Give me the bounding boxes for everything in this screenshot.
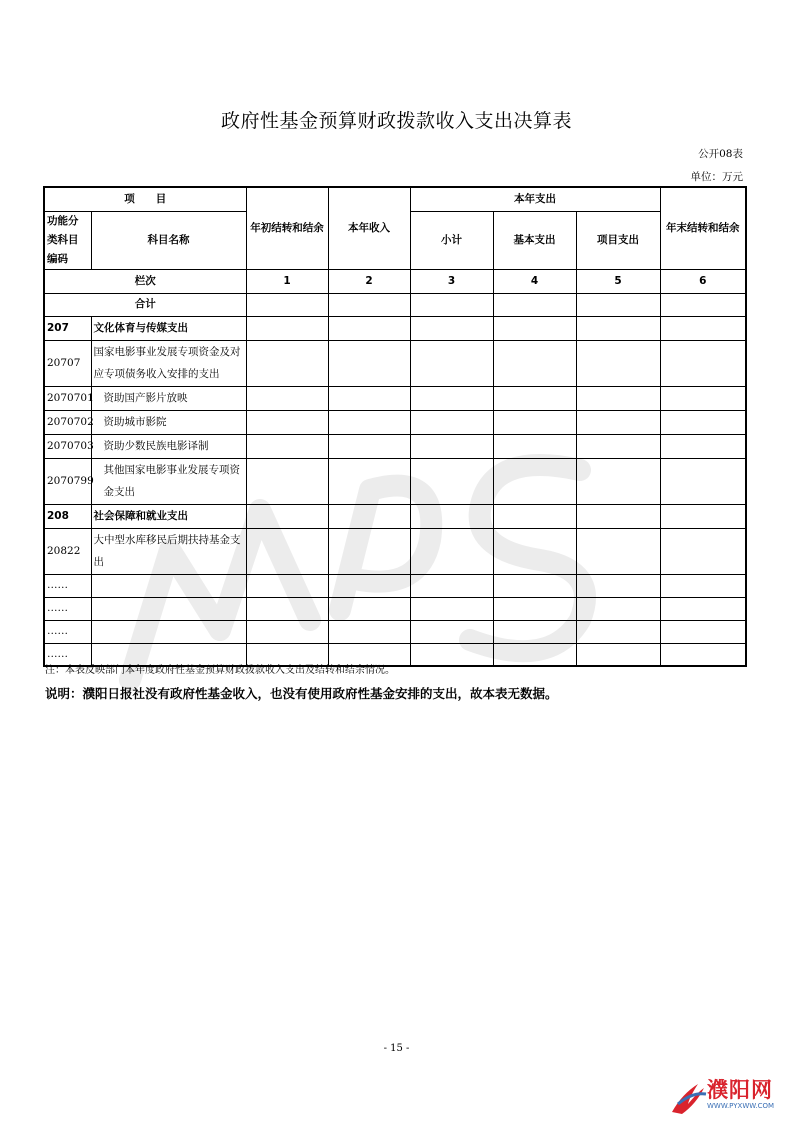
header-begin-balance: 年初结转和结余 xyxy=(246,187,328,269)
budget-table xyxy=(43,186,747,667)
header-project: 项目支出 xyxy=(576,211,660,269)
header-func-code: 功能分类科目编码 xyxy=(44,211,91,269)
col-number: 3 xyxy=(410,269,493,293)
header-col-index: 栏次 xyxy=(44,269,246,293)
table-row xyxy=(44,340,746,386)
table-row xyxy=(44,574,746,597)
row-code: 2070702 xyxy=(44,410,91,434)
row-name: 资助少数民族电影译制 xyxy=(91,434,246,458)
row-name: 国家电影事业发展专项资金及对应专项债务收入安排的支出 xyxy=(91,340,246,386)
col-number: 5 xyxy=(576,269,660,293)
table-row xyxy=(44,316,746,340)
table-row xyxy=(44,528,746,574)
row-code: 2070701 xyxy=(44,386,91,410)
table-row xyxy=(44,458,746,504)
row-name: 社会保障和就业支出 xyxy=(91,504,246,528)
row-code: 20707 xyxy=(44,340,91,386)
table-row xyxy=(44,620,746,643)
row-name xyxy=(91,574,246,597)
document-title: 政府性基金预算财政拨款收入支出决算表 xyxy=(220,110,572,132)
row-code: 208 xyxy=(44,504,91,528)
page-number: - 15 - xyxy=(383,1043,410,1054)
row-name xyxy=(91,597,246,620)
table-row xyxy=(44,597,746,620)
row-name: 资助国产影片放映 xyxy=(91,386,246,410)
row-name: 大中型水库移民后期扶持基金支出 xyxy=(91,528,246,574)
row-name xyxy=(91,620,246,643)
col-number: 6 xyxy=(660,269,746,293)
total-label: 合计 xyxy=(44,293,246,316)
table-row xyxy=(44,504,746,528)
header-income: 本年收入 xyxy=(328,187,410,269)
col-number: 1 xyxy=(246,269,328,293)
header-subtotal: 小计 xyxy=(410,211,493,269)
row-code: …… xyxy=(44,597,91,620)
header-end-balance: 年末结转和结余 xyxy=(660,187,746,269)
site-logo-url: WWW.PYXWW.COM xyxy=(707,1102,775,1110)
col-number: 2 xyxy=(328,269,410,293)
header-basic: 基本支出 xyxy=(493,211,576,269)
header-expenditure: 本年支出 xyxy=(410,187,660,211)
row-name: 其他国家电影事业发展专项资金支出 xyxy=(91,458,246,504)
explanation-text: 说明：濮阳日报社没有政府性基金收入，也没有使用政府性基金安排的支出，故本表无数据。 xyxy=(45,686,558,701)
row-code: 20822 xyxy=(44,528,91,574)
row-name: 资助城市影院 xyxy=(91,410,246,434)
col-number: 4 xyxy=(493,269,576,293)
form-number: 公开08表 xyxy=(698,148,743,160)
row-code: 2070799 xyxy=(44,458,91,504)
row-code: 207 xyxy=(44,316,91,340)
table-note: 注：本表反映部门本年度政府性基金预算财政拨款收入支出及结转和结余情况。 xyxy=(45,665,395,676)
row-code: …… xyxy=(44,620,91,643)
header-item: 项 目 xyxy=(44,187,246,211)
table-row xyxy=(44,410,746,434)
table-row xyxy=(44,386,746,410)
unit-label: 单位：万元 xyxy=(690,171,743,183)
header-subject-name: 科目名称 xyxy=(91,211,246,269)
row-code: …… xyxy=(44,643,91,666)
watermark-text: WPS xyxy=(630,730,633,731)
table-row xyxy=(44,434,746,458)
site-logo-name: 濮阳网 xyxy=(707,1078,773,1102)
row-code: …… xyxy=(44,574,91,597)
row-code: 2070703 xyxy=(44,434,91,458)
row-name: 文化体育与传媒支出 xyxy=(91,316,246,340)
